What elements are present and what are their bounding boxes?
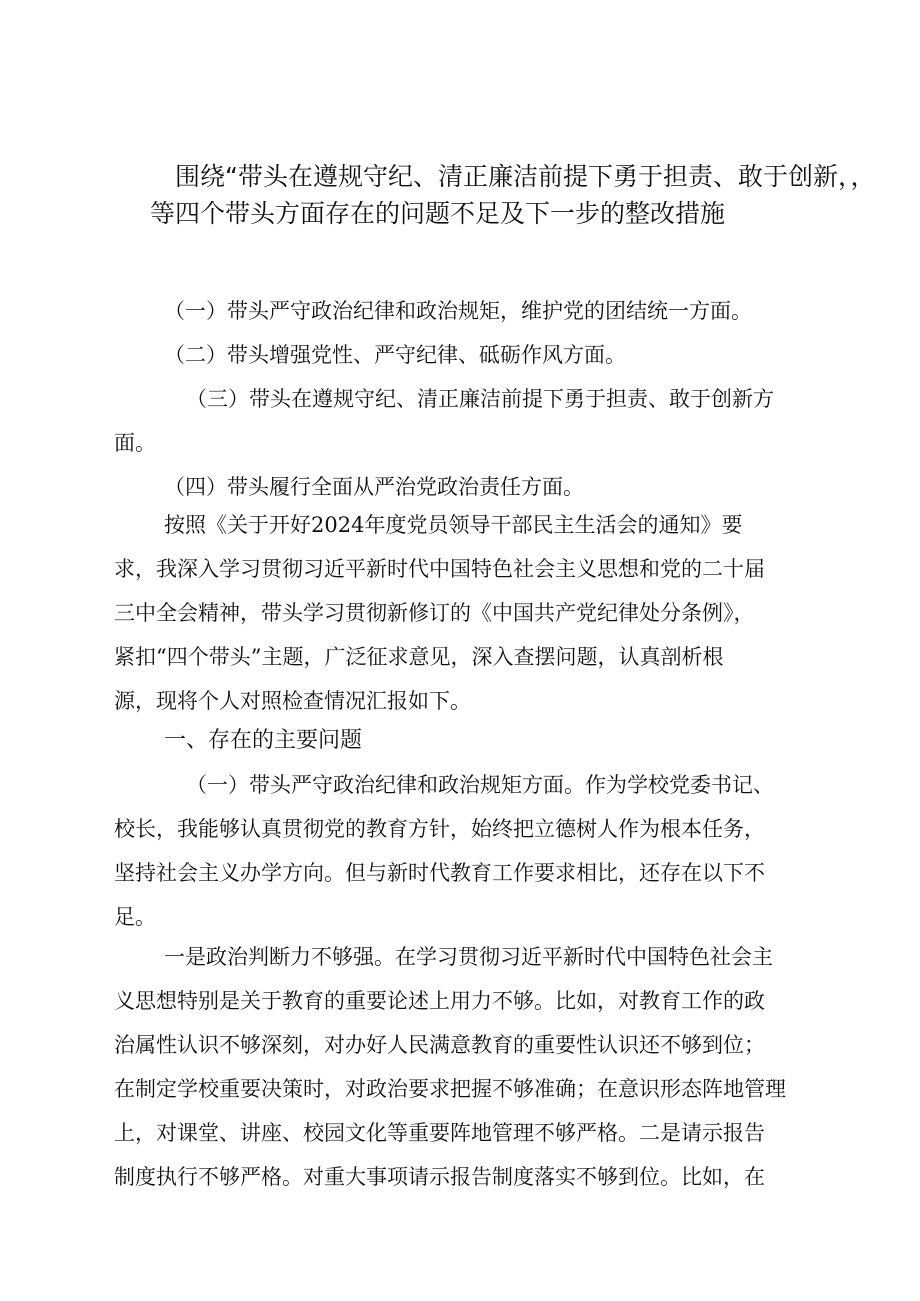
- intro-paragraph: [114, 503, 834, 723]
- intro-line-4: 紧扣“四个带头”主题，广泛征求意见，深入查摆问题，认真剖析根: [114, 645, 724, 669]
- problem-line-2: 义思想特别是关于教育的重要论述上用力不够。比如，对教育工作的政: [114, 989, 765, 1013]
- problem-line-6: 制度执行不够严格。对重大事项请示报告制度落实不够到位。比如，在: [114, 1165, 765, 1189]
- subsection-line-3: 坚持社会主义办学方向。但与新时代教育工作要求相比，还存在以下不: [114, 861, 765, 885]
- title-line-2: 等四个带头方面存在的问题不足及下一步的整改措施: [150, 199, 726, 228]
- subsection-paragraph: [114, 763, 834, 939]
- title-line-1: 围绕“带头在遵规守纪、清正廉洁前提下勇于担责、敢于创新，，: [175, 162, 876, 191]
- problem-paragraph: [114, 935, 834, 1199]
- subsection-line-2: 校长，我能够认真贯彻党的教育方针，始终把立德树人作为根本任务，: [114, 817, 765, 841]
- outline-item-4: （四）带头履行全面从严治党政治责任方面。: [164, 475, 584, 499]
- intro-line-3: 三中全会精神，带头学习贯彻新修订的《中国共产党纪律处分条例》，: [114, 601, 755, 625]
- intro-line-1: 按照《关于开好2024年度党员领导干部民主生活会的通知》要: [164, 513, 743, 537]
- section-heading: 一、存在的主要问题: [164, 728, 363, 753]
- problem-line-5: 上，对课堂、讲座、校园文化等重要阵地管理不够严格。二是请示报告: [114, 1121, 765, 1145]
- outline-item-3: （三）带头在遵规守纪、清正廉洁前提下勇于担责、敢于创新方: [186, 387, 774, 411]
- outline-item-3-cont: 面。: [114, 431, 156, 455]
- outline-item-1: （一）带头严守政治纪律和政治规矩，维护党的团结统一方面。: [164, 299, 752, 323]
- intro-line-5: 源，现将个人对照检查情况汇报如下。: [114, 689, 471, 713]
- section-heading-block: [114, 719, 834, 763]
- document-title: [150, 158, 876, 232]
- outline-list: [114, 289, 834, 509]
- subsection-line-4: 足。: [114, 905, 156, 929]
- subsection-line-1: （一）带头严守政治纪律和政治规矩方面。作为学校党委书记、: [186, 773, 774, 797]
- intro-line-2: 求，我深入学习贯彻习近平新时代中国特色社会主义思想和党的二十届: [114, 557, 765, 581]
- problem-line-3: 治属性认识不够深刻，对办好人民满意教育的重要性认识还不够到位；: [114, 1033, 765, 1057]
- problem-line-1: 一是政治判断力不够强。在学习贯彻习近平新时代中国特色社会主: [164, 945, 773, 969]
- outline-item-2: （二）带头增强党性、严守纪律、砥砺作风方面。: [164, 343, 626, 367]
- problem-line-4: 在制定学校重要决策时，对政治要求把握不够准确；在意识形态阵地管理: [114, 1077, 786, 1101]
